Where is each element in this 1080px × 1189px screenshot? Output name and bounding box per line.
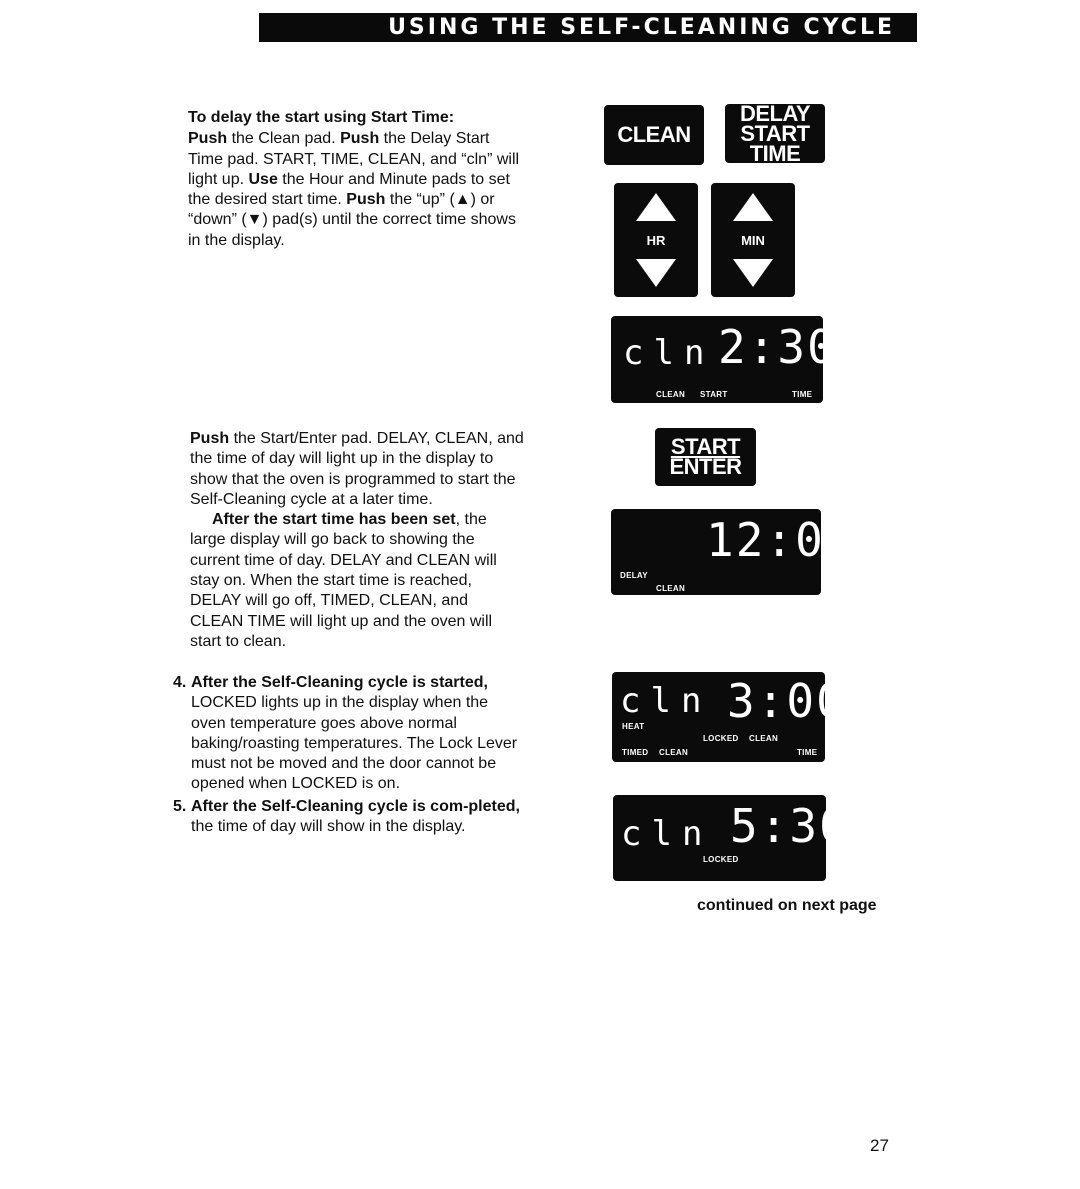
delay-para-3 <box>190 510 525 652</box>
text-run: the Clean pad. <box>227 130 341 148</box>
start-enter-instructions <box>190 429 525 652</box>
step-4 <box>173 673 521 795</box>
text-run: the “up” (▲) or “down” (▼) pad(s) until the correct time shows in the display. <box>188 191 516 249</box>
steps-list <box>173 673 521 837</box>
minute-label: MIN <box>741 232 765 248</box>
continued-note: continued on next page <box>697 897 877 914</box>
display-time: 5:30 <box>730 799 849 853</box>
section-title: USING THE SELF-CLEANING CYCLE <box>388 15 895 40</box>
indicator-clean: CLEAN <box>656 584 686 593</box>
bold-run: Push <box>188 130 228 148</box>
indicator-start: START <box>700 390 728 399</box>
display-delay-set <box>611 316 837 403</box>
step-text: LOCKED lights up in the display when the oven temperature goes above normal baking/roasting temperatures. The Lock Lever must not be moved and the door cannot be opened when LOCKED is on. <box>191 694 518 793</box>
step-number: 4. <box>173 674 187 691</box>
display-mode: cln <box>620 681 712 721</box>
indicator-time: TIME <box>797 748 818 757</box>
indicator-delay: DELAY <box>620 571 648 580</box>
minute-pad[interactable] <box>711 183 795 297</box>
display-completed <box>613 795 849 881</box>
para-text: , the large display will go back to showing the current time of day. DELAY and CLEAN will stay on. When the start time is reached, DELAY will go off, TIMED, CLEAN, and CLEAN TIME will light up and the oven will start to clean. <box>190 511 497 650</box>
indicator-time: TIME <box>792 390 813 399</box>
step-number: 5. <box>173 797 187 815</box>
hour-pad[interactable] <box>614 183 698 297</box>
clean-pad[interactable] <box>604 105 704 165</box>
step-lead: After the Self-Cleaning cycle is com-pleted, <box>191 797 520 815</box>
text-run: the Hour and Minute pads to set the desired start time. <box>188 170 510 209</box>
display-mode: cln <box>621 814 713 854</box>
delay-heading: To delay the start using Start Time: <box>188 109 455 126</box>
minute-down-arrow-icon[interactable] <box>733 259 773 287</box>
display-time: 2:30 <box>718 320 837 374</box>
start-label: START <box>670 434 741 459</box>
bold-run: Push <box>346 191 386 209</box>
hour-label: HR <box>646 232 666 248</box>
indicator-clean: CLEAN <box>656 390 686 399</box>
section-banner <box>259 13 917 42</box>
display-mode: cln <box>623 333 715 373</box>
time-label: TIME <box>749 140 801 166</box>
display-time: 3:00 <box>727 674 846 728</box>
display-delay-programmed <box>611 509 855 595</box>
start-label: START <box>740 120 810 146</box>
para-text: the Start/Enter pad. DELAY, CLEAN, and the time of day will light up in the display to show that the oven is programmed to start the Self-Cleaning cycle at a later time. <box>190 430 524 508</box>
hour-down-arrow-icon[interactable] <box>636 259 676 287</box>
start-enter-pad[interactable] <box>655 428 756 486</box>
minute-up-arrow-icon[interactable] <box>733 193 773 221</box>
bold-lead: After the start time has been set <box>212 511 456 529</box>
bold-run: Use <box>248 170 278 188</box>
indicator-locked: LOCKED <box>703 734 739 743</box>
indicator-heat: HEAT <box>622 722 645 731</box>
step-lead: After the Self-Cleaning cycle is started, <box>191 674 488 691</box>
page-number: 27 <box>870 1136 889 1155</box>
delay-start-time-pad[interactable] <box>725 100 825 166</box>
delay-label: DELAY <box>739 100 811 126</box>
indicator-clean-top: CLEAN <box>749 734 779 743</box>
text-run: the Delay Start Time pad. START, TIME, CLEAN, and “cln” will light up. <box>188 130 520 188</box>
delay-para-1 <box>188 129 523 251</box>
enter-label: ENTER <box>669 454 742 479</box>
display-cleaning <box>612 672 846 762</box>
display-time: 12:00 <box>706 513 855 567</box>
step-5 <box>173 797 521 838</box>
bold-push: Push <box>190 430 230 447</box>
indicator-timed: TIMED <box>622 748 649 757</box>
delay-instructions <box>188 108 523 251</box>
indicator-clean-bottom: CLEAN <box>659 748 689 757</box>
bold-run: Push <box>340 130 380 148</box>
clean-pad-label: CLEAN <box>617 122 691 147</box>
delay-para-2 <box>190 429 525 510</box>
indicator-locked: LOCKED <box>703 855 739 864</box>
step-text: the time of day will show in the display. <box>191 818 466 836</box>
hour-up-arrow-icon[interactable] <box>636 193 676 221</box>
